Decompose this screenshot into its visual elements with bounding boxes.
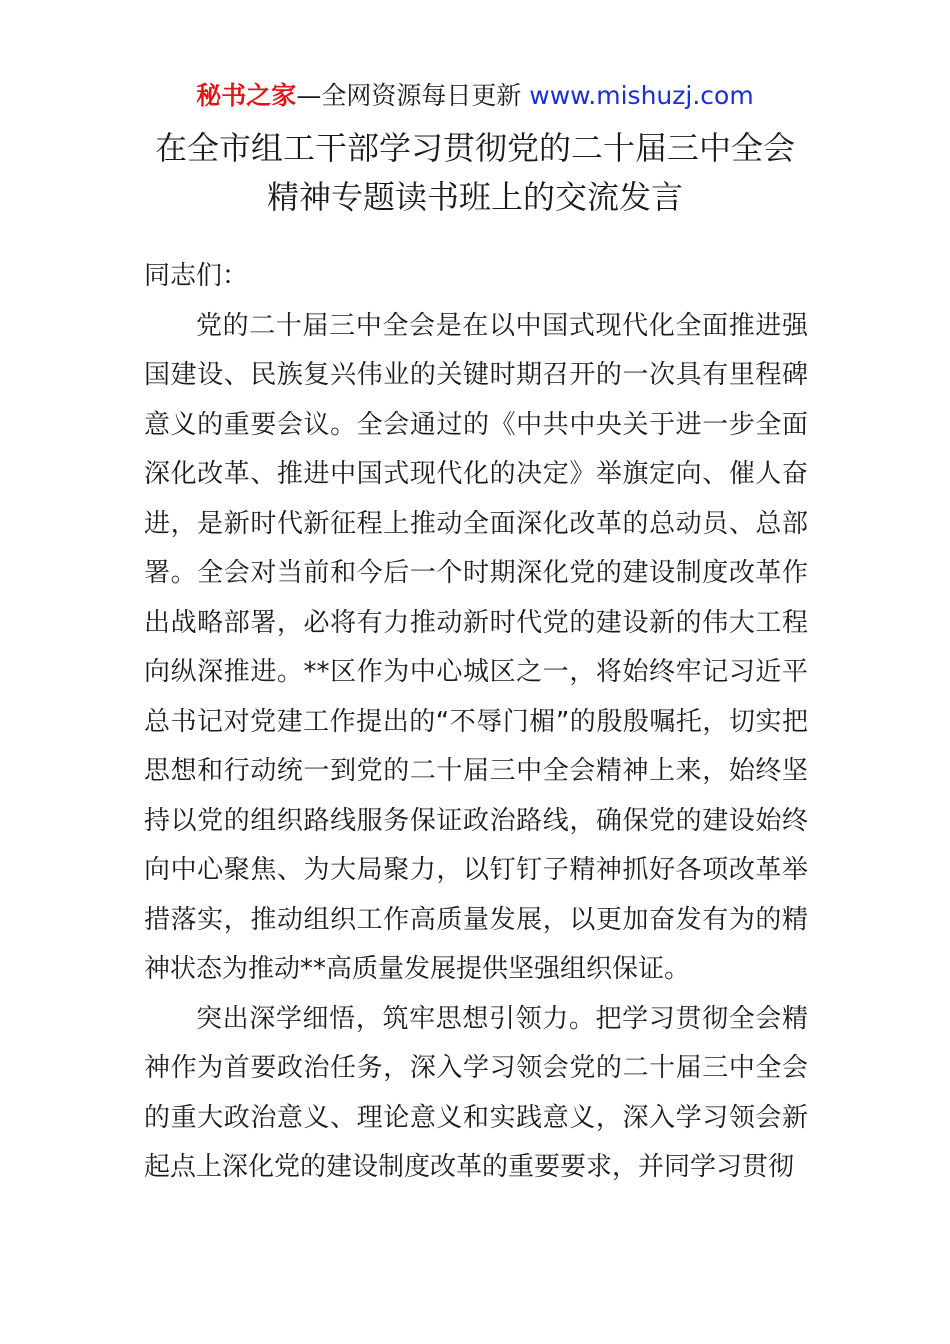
body-paragraph: 突出深学细悟，筑牢思想引领力。把学习贯彻全会精神作为首要政治任务，深入学习领会党的二十届三中全会的重大政治意义、理论意义和实践意义，深入学习领会新起点上深化党的建设制度改革的重要要求，并同学习贯彻 bbox=[144, 1003, 808, 1182]
site-banner bbox=[0, 80, 950, 112]
salutation: 同志们： bbox=[144, 261, 249, 291]
banner-tagline: —全网资源每日更新 bbox=[296, 81, 530, 110]
site-url-link[interactable]: www.mishuzj.com bbox=[529, 81, 754, 110]
document-title-line-2: 精神专题读书班上的交流发言 bbox=[266, 178, 683, 216]
document-title-line-1: 在全市组工干部学习贯彻党的二十届三中全会 bbox=[154, 129, 795, 167]
brand-name: 秘书之家 bbox=[196, 81, 297, 110]
body-paragraph: 党的二十届三中全会是在以中国式现代化全面推进强国建设、民族复兴伟业的关键时期召开的一次具有里程碑意义的重要会议。全会通过的《中共中央关于进一步全面深化改革、推进中国式现代化的决定》举旗定向、催人奋进，是新时代新征程上推动全面深化改革的总动员、总部署。全会对当前和今后一个时期深化党的建设制度改革作出战略部署，必将有力推动新时代党的建设新的伟大工程向纵深推进。**区作为中心城区之一，将始终牢记习近平总书记对党建工作提出的“不辱门楣”的殷殷嘱托，切实把思想和行动统一到党的二十届三中全会精神上来，始终坚持以党的组织路线服务保证政治路线，确保党的建设始终向中心聚焦、为大局聚力，以钉钉子精神抓好各项改革举措落实，推动组织工作高质量发展，以更加奋发有为的精神状态为推动**高质量发展提供坚强组织保证。 bbox=[144, 310, 808, 984]
document-body bbox=[144, 252, 808, 1193]
